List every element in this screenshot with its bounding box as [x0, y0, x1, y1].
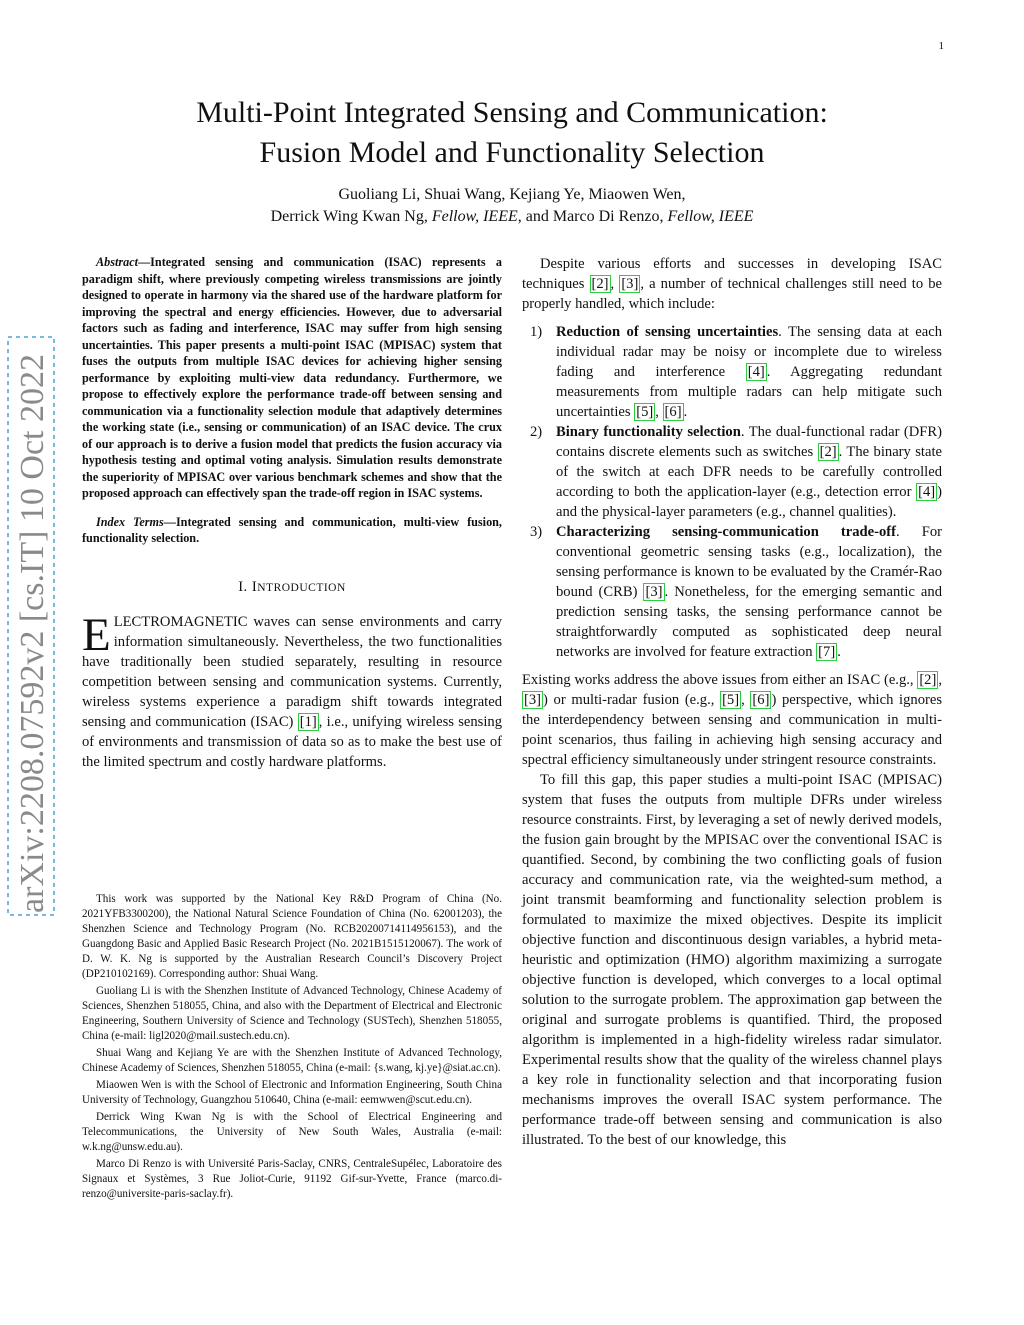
- title-line-1: Multi-Point Integrated Sensing and Communication:: [196, 96, 828, 129]
- citation-link-6[interactable]: [6]: [664, 404, 682, 420]
- footnote-direnzo: Marco Di Renzo is with Université Paris-Saclay, CNRS, CentraleSupélec, Laboratoire des Signaux et Systèmes, 3 Rue Joliot-Curie, 91192 Gif-sur-Yvette, France (marco.di-renzo@universite-paris-saclay.fr).: [82, 1158, 502, 1200]
- footnote-li: Guoliang Li is with the Shenzhen Institute of Advanced Technology, Chinese Academy of Sciences, Shenzhen 518055, China, and also with the Department of Electrical and Electronic Engineering, Southern University of Science and Technology (SUSTech), Shenzhen 518055, China (e-mail: ligl2020@mail.sustech.edu.cn).: [82, 985, 502, 1042]
- citation-link-4[interactable]: [4]: [918, 484, 936, 500]
- footnotes: [82, 892, 502, 1204]
- abstract-lead: Abstract: [96, 255, 138, 269]
- existing-works-paragraph: Existing works address the above issues from either an ISAC (e.g., [2] , [3] ) or multi-radar fusion (e.g., [5] , [6] ) perspective, which ignores the interdependency between sensing and communication in multi-point scenarios, thus failing in achieving high sensing accuracy and spectral efficiency simultaneously under stringent resource constraints.: [522, 672, 943, 768]
- citation-link-5[interactable]: [5]: [636, 404, 654, 420]
- authors-line-2: [90, 206, 934, 228]
- title-line-2: Fusion Model and Functionality Selection: [259, 136, 765, 169]
- author-list: [90, 184, 934, 228]
- abstract: [82, 254, 502, 502]
- authors-line-1: Guoliang Li, Shuai Wang, Kejiang Ye, Miaowen Wen,: [338, 186, 686, 203]
- citation-link-3[interactable]: [3]: [621, 276, 639, 292]
- citation-link-4[interactable]: [4]: [747, 364, 765, 380]
- citation-link-3[interactable]: [3]: [645, 584, 663, 600]
- contribution-paragraph: To fill this gap, this paper studies a multi-point ISAC (MPISAC) system that fuses the outputs from multiple DFRs under wireless resource constraints. First, by leveraging a set of newly derived models, the fusion gain brought by the MPISAC over the conventional ISAC is quantified. Second, by combining the two conflicting goals of fusion accuracy and communication rate, via the weighted-sum method, a joint transmit beamforming and functionality selection problem is formulated to maximize the mixed objectives. Despite its implicit objective function and discontinuous design variables, a hybrid meta-heuristic and optimization (HMO) algorithm maximizing a surrogate objective function is developed, which converges to a local optimal solution to the surrogate problem. The approximation gap between the original and surrogate problems is quantified. Third, the proposed algorithm is implemented in a high-fidelity wireless radar simulator. Experimental results show that the quality of the wireless channel plays a key role in functionality selection and that incorporating fusion mechanisms improves the overall ISAC system performance. The performance trade-off between sensing and communication is also illustrated. To the best of our knowledge, this: [522, 772, 942, 1148]
- fellow-ieee-2: Fellow, IEEE: [667, 208, 754, 225]
- drop-cap: E: [82, 608, 111, 661]
- arxiv-identifier: [5, 335, 57, 917]
- footnote-ng: Derrick Wing Kwan Ng is with the School of Electrical Engineering and Telecommunications, the University of New South Wales, Australia (e-mail: w.k.ng@unsw.edu.au).: [82, 1111, 502, 1153]
- footnote-wang-ye: Shuai Wang and Kejiang Ye are with the Shenzhen Institute of Advanced Technology, Chinese Academy of Sciences, Shenzhen 518055, China (e-mail: {s.wang, kj.ye}@siat.ac.cn).: [82, 1047, 502, 1074]
- right-column: [522, 254, 942, 1150]
- citation-link-2[interactable]: [2]: [919, 672, 937, 688]
- citation-link-2[interactable]: [2]: [819, 444, 837, 460]
- intro-paragraph: ELECTROMAGNETIC waves can sense environments and carry information simultaneously. Nevertheless, the two functionalities have traditionally been studied separately, resulting in resource competition between sensing and communication systems. Currently, wireless systems experience a paradigm shift towards integrated sensing and communication (ISAC) [1] , i.e., unifying wireless sensing of environments and transmission of data so as to make the best use of the limited spectrum and costly hardware platforms.: [82, 608, 503, 770]
- list-item: 1) Reduction of sensing uncertainties. The sensing data at each individual radar may be noisy or incomplete due to wireless fading and interference [4] . Aggregating redundant measurements from multiple radars can help mitigate such uncertainties [5] , [6] .: [530, 324, 943, 420]
- challenges-list: [522, 322, 942, 662]
- citation-link-2[interactable]: [2]: [591, 276, 609, 292]
- section-heading-introduction: I. INTRODUCTION: [238, 578, 346, 595]
- citation-link-5[interactable]: [5]: [722, 692, 740, 708]
- authors-ng: Derrick Wing Kwan Ng,: [270, 208, 432, 225]
- index-terms-text: —Integrated sensing and communication, multi-view fusion, functionality selection.: [82, 514, 502, 545]
- abstract-text: —Integrated sensing and communication (ISAC) represents a paradigm shift, where previously competing wireless transmissions are jointly designed to operate in harmony via the shared use of the hardware platform for improving the spectral and energy efficiencies. However, due to adversarial factors such as fading and interference, ISAC may suffer from high sensing uncertainties. This paper presents a multi-point ISAC (MPISAC) system that fuses the outputs from multiple ISAC devices for achieving higher sensing performance by exploiting multi-view data redundancy. Furthermore, we propose to effectively explore the performance trade-off between sensing and communication via a functionality selection module that adaptively determines the working state (i.e., sensing or communication) of an ISAC device. The crux of our approach is to derive a fusion model that predicts the fusion accuracy via hypothesis testing and optimal voting analysis. Simulation results demonstrate the superiority of MPISAC over various benchmark schemes and show that the proposed approach can effectively span the trade-off region in ISAC systems.: [82, 255, 502, 500]
- page-number: 1: [938, 40, 944, 52]
- index-terms: [82, 514, 502, 547]
- citation-link-1[interactable]: [1]: [299, 713, 317, 730]
- left-column: [82, 254, 502, 772]
- footnote-funding: This work was supported by the National Key R&D Program of China (No. 2021YFB3300200), the National Natural Science Foundation of China (No. 62001203), the Shenzhen Science and Technology Program (No. RCB20200714114956153), and the Guangdong Basic and Applied Basic Research Project (No. 2021B1515120067). The work of D. W. K. Ng is supported by the Australian Research Council’s Discovery Project (DP210102169). Corresponding author: Shuai Wang.: [82, 893, 502, 980]
- fellow-ieee-1: Fellow, IEEE: [431, 208, 518, 225]
- citation-link-6[interactable]: [6]: [752, 692, 770, 708]
- footnote-wen: Miaowen Wen is with the School of Electronic and Information Engineering, South China University of Technology, Guangzhou 510640, China (e-mail: eemwwen@scut.edu.cn).: [82, 1079, 502, 1106]
- index-terms-lead: Index Terms: [96, 514, 164, 529]
- authors-direnzo: , and Marco Di Renzo,: [517, 208, 668, 225]
- list-item: 2) Binary functionality selection. The dual-functional radar (DFR) contains discrete elements such as switches [2] . The binary state of the switch at each DFR needs to be carefully controlled according to both the application-layer (e.g., detection error [4] ) and the physical-layer parameters (e.g., channel qualities).: [530, 424, 942, 520]
- arxiv-id-text: arXiv:2208.07592v2 [cs.IT] 10 Oct 2022: [14, 353, 51, 913]
- list-item: 3) Characterizing sensing-communication trade-off. For conventional geometric sensing tasks (e.g., localization), the sensing performance is known to be evaluated by the Cramér-Rao bound (CRB) [3] . Nonetheless, for the emerging semantic and prediction sensing tasks, the sensing performance cannot be straightforwardly computed as sophisticated deep neural networks are involved for feature extraction [7] .: [530, 524, 942, 660]
- challenges-intro-paragraph: Despite various efforts and successes in developing ISAC techniques [2] , [3] , a number of technical challenges still need to be properly handled, which include:: [522, 256, 942, 312]
- citation-link-7[interactable]: [7]: [818, 644, 836, 660]
- citation-link-3[interactable]: [3]: [524, 692, 542, 708]
- paper-title: [90, 93, 934, 173]
